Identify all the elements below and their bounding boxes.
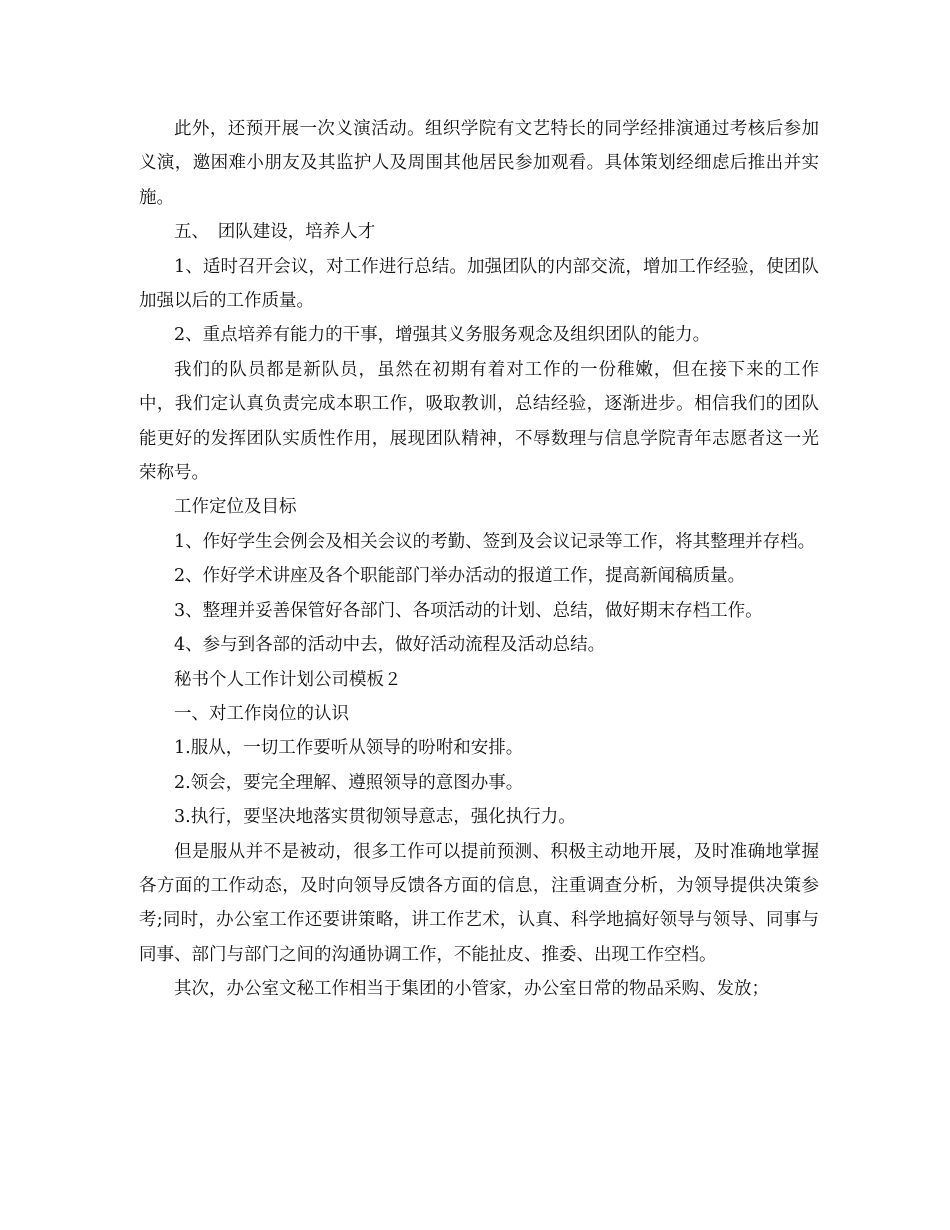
heading-job-understanding: 一、对工作岗位的认识: [174, 703, 349, 724]
paragraph-item-execute: 3.执行，要坚决地落实贯彻领导意志，强化执行力。: [174, 807, 576, 828]
paragraph-item-participation: 4、参与到各部的活动中去，做好活动流程及活动总结。: [174, 635, 606, 656]
paragraph-item-archiving: 3、整理并妥善保管好各部门、各项活动的计划、总结，做好期末存档工作。: [174, 600, 763, 621]
heading-team-building: 五、 团队建设，培养人才: [174, 222, 376, 243]
paragraph-item-meetings: 1、适时召开会议，对工作进行总结。加强团队的内部交流，增加工作经验，使团队加强以后的工作质量。: [139, 256, 819, 312]
paragraph-office-steward: 其次，办公室文秘工作相当于集团的小管家，办公室日常的物品采购、发放；: [174, 979, 769, 1000]
paragraph-proactive-work: 但是服从并不是被动，很多工作可以提前预测、积极主动地开展，及时准确地掌握各方面的工作动态，及时向领导反馈各方面的信息，注重调查分析，为领导提供决策参考;同时，办公室工作还要讲策略，讲工作艺术，认真、科学地搞好领导与领导、同事与同事、部门与部门之间的沟通协调工作，不能扯皮、推委、出现工作空档。: [139, 841, 819, 965]
paragraph-item-comprehend: 2.领会，要完全理解、遵照领导的意图办事。: [174, 772, 524, 793]
paragraph-item-obey: 1.服从，一切工作要听从领导的吩咐和安排。: [174, 738, 524, 759]
paragraph-item-attendance: 1、作好学生会例会及相关会议的考勤、签到及会议记录等工作，将其整理并存档。: [174, 531, 816, 552]
heading-template-2: 秘书个人工作计划公司模板２: [174, 669, 402, 690]
heading-work-positioning: 工作定位及目标: [174, 497, 297, 518]
paragraph-item-training: 2、重点培养有能力的干事，增强其义务服务观念及组织团队的能力。: [174, 325, 711, 346]
document-body: [139, 112, 819, 1007]
paragraph-team-members: 我们的队员都是新队员，虽然在初期有着对工作的一份稚嫩，但在接下来的工作中，我们定认真负责完成本职工作，吸取教训，总结经验，逐渐进步。相信我们的团队能更好的发挥团队实质性作用，展现团队精神，不辱数理与信息学院青年志愿者这一光荣称号。: [139, 359, 819, 484]
paragraph-item-reporting: 2、作好学术讲座及各个职能部门举办活动的报道工作，提高新闻稿质量。: [174, 566, 746, 587]
paragraph-charity-show: 此外，还预开展一次义演活动。组织学院有文艺特长的同学经排演通过考核后参加义演，邀困难小朋友及其监护人及周围其他居民参加观看。具体策划经细虑后推出并实施。: [139, 119, 819, 208]
